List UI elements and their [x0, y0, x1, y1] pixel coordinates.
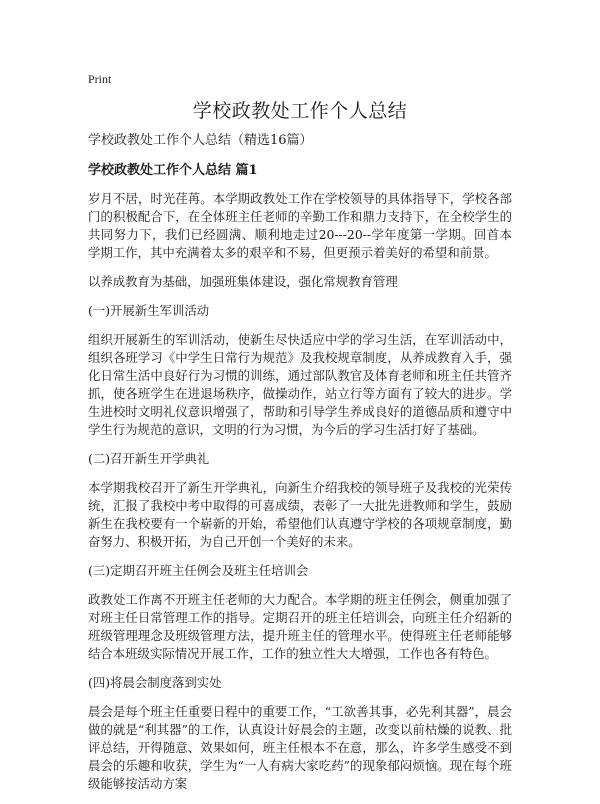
paragraph-morning-meeting: 晨会是每个班主任重要日程中的重要工作，“工欲善其事，必先利其器”，晨会做的就是“利其器”的工作，认真设计好晨会的主题，改变以前枯燥的说教、批评总结，开得随意、效果如何，班主任根本不在意，那么，许多学生感受不到晨会的乐趣和收获，学生为“一人有病大家吃药”的现象郁闷烦恼。现在每个班级能够按活动方案: [88, 704, 512, 791]
print-link[interactable]: Print: [88, 72, 112, 86]
paragraph-theme: 以养成教育为基础，加强班集体建设，强化常规教育管理: [88, 274, 398, 289]
paragraph-military-training: 组织开展新生的军训活动，使新生尽快适应中学的学习生活，在军训活动中，组织各班学习《中学生日常行为规范》及我校规章制度，从养成教育入手，强化日常生活中良好行为习惯的训练，通过部队教官及体育老师和班主任共管齐抓，使各班学生在进退场秩序，做操动作，站立行等方面有了较大的进步。学生进校时文明礼仪意识增强了，帮助和引导学生养成良好的道德品质和遵守中学生行为规范的意识，文明的行为习惯，为今后的学习生活打好了基础。: [88, 332, 512, 437]
paragraph-opening-ceremony: 本学期我校召开了新生开学典礼，向新生介绍我校的领导班子及我校的光荣传统，汇报了我校中考中取得的可喜成绩，表彰了一大批先进教师和学生，鼓励新生在我校要有一个崭新的开始，希望他们认真遵守学校的各项规章制度，勤奋努力、积极开拓，为自己开创一个美好的未来。: [88, 480, 512, 549]
document-subtitle: 学校政教处工作个人总结（精选16篇）: [88, 133, 313, 148]
paragraph-intro: 岁月不居，时光荏苒。本学期政教处工作在学校领导的具体指导下，学校各部门的积极配合下，在全体班主任老师的辛勤工作和鼎力支持下，在全校学生的共同努力下，我们已经圆满、顺利地走过20---20--学年度第一学期。回首本学期工作，其中充满着太多的艰辛和不易，但更预示着美好的希望和前景。: [88, 191, 512, 260]
document-title: 学校政教处工作个人总结: [192, 100, 408, 122]
document-content: [88, 132, 512, 804]
paragraph-teacher-meetings: 政教处工作离不开班主任老师的大力配合。本学期的班主任例会，侧重加强了对班主任日常管理工作的指导。定期召开的班主任培训会，向班主任介绍新的班级管理理念及班级管理方法，提升班主任的管理水平。使得班主任老师能够结合本班级实际情况开展工作，工作的独立性大大增强，工作也各有特色。: [88, 592, 512, 661]
sub-heading-military-training: (一)开展新生军训活动: [88, 303, 210, 318]
section-heading: 学校政教处工作个人总结 篇1: [88, 163, 258, 178]
sub-heading-teacher-meetings: (三)定期召开班主任例会及班主任培训会: [88, 563, 309, 578]
sub-heading-opening-ceremony: (二)召开新生开学典礼: [88, 451, 210, 466]
sub-heading-morning-meeting: (四)将晨会制度落到实处: [88, 675, 222, 690]
